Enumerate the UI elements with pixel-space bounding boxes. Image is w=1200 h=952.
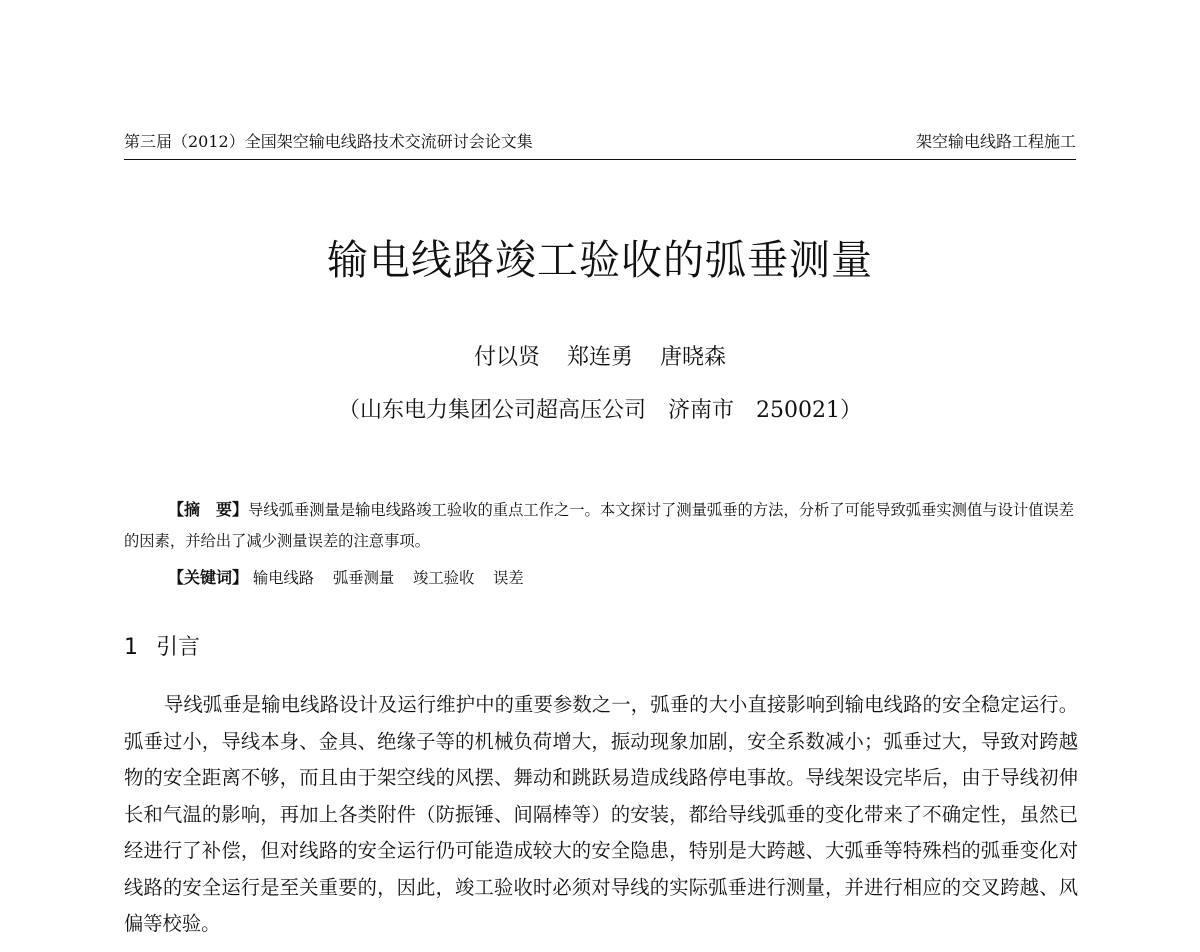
header-proceedings-title: 第三届（2012）全国架空输电线路技术交流研讨会论文集 bbox=[124, 132, 533, 151]
paper-title: 输电线路竣工验收的弧垂测量 bbox=[327, 236, 873, 284]
author-name: 郑连勇 bbox=[566, 345, 633, 370]
keyword: 误差 bbox=[493, 569, 524, 587]
running-header bbox=[124, 129, 1076, 160]
section-body bbox=[124, 687, 1078, 943]
keyword: 输电线路 bbox=[252, 569, 315, 587]
author-name: 付以贤 bbox=[473, 345, 540, 370]
keyword: 弧垂测量 bbox=[332, 569, 395, 587]
section-heading bbox=[124, 631, 200, 665]
author-list bbox=[0, 343, 1200, 373]
section-number: 1 bbox=[124, 635, 138, 660]
header-section-title: 架空输电线路工程施工 bbox=[915, 132, 1076, 151]
section-title: 引言 bbox=[156, 635, 201, 660]
abstract-text: 导线弧垂测量是输电线路竣工验收的重点工作之一。本文探讨了测量弧垂的方法，分析了可能导致弧垂实测值与设计值误差的因素，并给出了减少测量误差的注意事项。 bbox=[124, 501, 1075, 550]
abstract-block bbox=[124, 494, 1080, 557]
abstract-label: 【摘 要】 bbox=[168, 500, 249, 519]
author-affiliation: （山东电力集团公司超高压公司 济南市 250021） bbox=[338, 398, 862, 423]
keywords-block bbox=[168, 563, 538, 593]
author-name: 唐晓森 bbox=[660, 345, 727, 370]
body-paragraph: 导线弧垂是输电线路设计及运行维护中的重要参数之一，弧垂的大小直接影响到输电线路的安全稳定运行。弧垂过小，导线本身、金具、绝缘子等的机械负荷增大，振动现象加剧，安全系数减小；弧垂过大，导致对跨越物的安全距离不够，而且由于架空线的风摆、舞动和跳跃易造成线路停电事故。导线架设完毕后，由于导线初伸长和气温的影响，再加上各类附件（防振锤、间隔棒等）的安装，都给导线弧垂的变化带来了不确定性，虽然已经进行了补偿，但对线路的安全运行仍可能造成较大的安全隐患，特别是大跨越、大弧垂等特殊档的弧垂变化对线路的安全运行是至关重要的，因此，竣工验收时必须对导线的实际弧垂进行测量，并进行相应的交叉跨越、风偏等校验。 bbox=[124, 693, 1078, 935]
keyword: 竣工验收 bbox=[413, 569, 475, 587]
abstract-paragraph bbox=[124, 494, 1080, 557]
keywords-label: 【关键词】 bbox=[168, 568, 249, 587]
